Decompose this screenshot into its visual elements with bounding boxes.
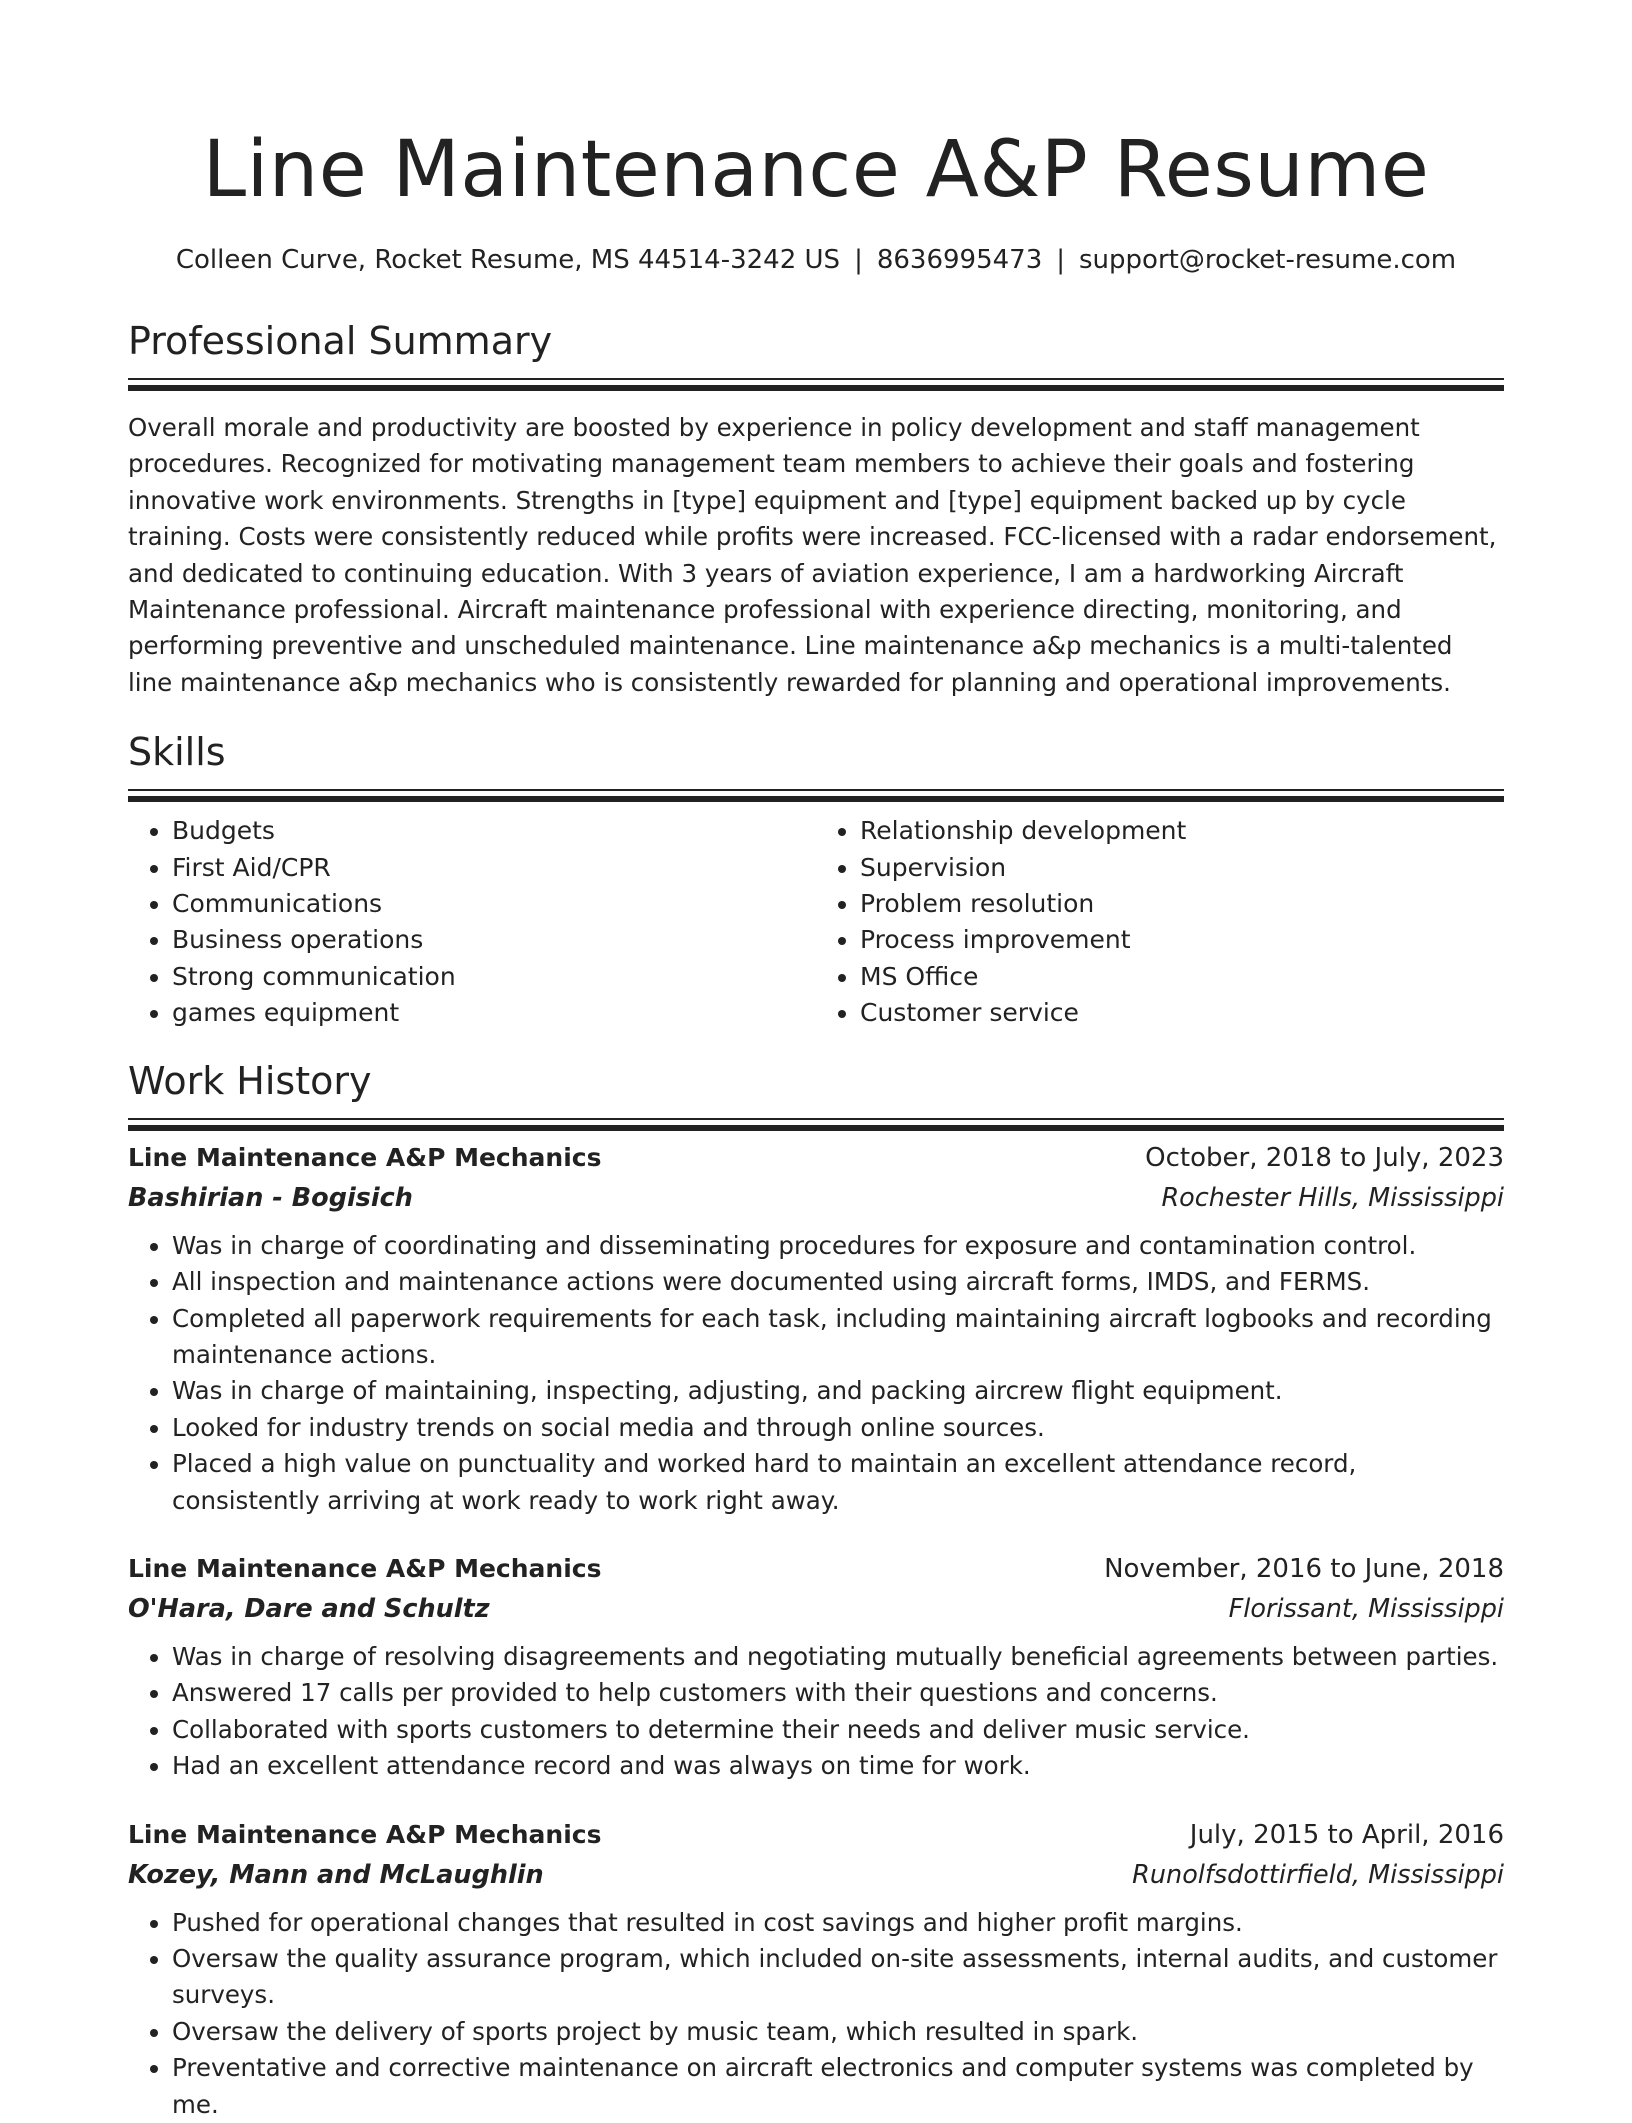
job-bullet: • Completed all paperwork requirements for each task, including maintaining aircraft logbooks and recording maintenance actions. [172, 1301, 1504, 1374]
job-bullets [128, 1639, 1504, 1785]
job-location: Rochester Hills, Mississippi [1161, 1182, 1504, 1213]
job-bullet: • All inspection and maintenance actions were documented using aircraft forms, IMDS, and FERMS. [172, 1264, 1504, 1300]
job-dates: November, 2016 to June, 2018 [1104, 1553, 1504, 1584]
skill-item: • Budgets [172, 813, 816, 849]
job-company: Kozey, Mann and McLaughlin [128, 1859, 544, 1890]
skill-item: • Relationship development [860, 813, 1504, 849]
summary-section [128, 316, 1504, 701]
skill-item: • Problem resolution [860, 886, 1504, 922]
work-history-section [128, 1056, 1504, 2123]
skill-item: • Communications [172, 886, 816, 922]
job-dates: July, 2015 to April, 2016 [1189, 1819, 1504, 1850]
skill-item: • First Aid/CPR [172, 850, 816, 886]
job-entry [128, 1138, 1504, 1519]
job-bullet: • Looked for industry trends on social media and through online sources. [172, 1410, 1504, 1446]
skill-item: • Process improvement [860, 922, 1504, 958]
job-bullet: • Placed a high value on punctuality and worked hard to maintain an excellent attendance record, consistently arriving at work ready to work right away. [172, 1446, 1504, 1519]
job-title: Line Maintenance A&P Mechanics [128, 1819, 602, 1849]
job-company: O'Hara, Dare and Schultz [128, 1593, 490, 1624]
skills-section [128, 727, 1504, 1031]
skill-item: • Supervision [860, 850, 1504, 886]
section-divider [128, 1118, 1504, 1120]
job-bullet: • Was in charge of resolving disagreements and negotiating mutually beneficial agreements between parties. [172, 1639, 1504, 1675]
section-divider [128, 378, 1504, 380]
job-entry [128, 1549, 1504, 1785]
skills-list [128, 813, 1504, 1031]
job-bullet: • Answered 17 calls per provided to help customers with their questions and concerns. [172, 1675, 1504, 1711]
skills-column-right [816, 813, 1504, 1031]
skills-column-left [128, 813, 816, 1031]
job-location: Runolfsdottirfield, Mississippi [1132, 1859, 1504, 1890]
contact-address: Colleen Curve, Rocket Resume, MS 44514-3242 US [175, 245, 841, 275]
job-bullet: • Was in charge of maintaining, inspecting, adjusting, and packing aircrew flight equipment. [172, 1373, 1504, 1409]
contact-separator: | [1056, 245, 1066, 275]
job-bullet: • Collaborated with sports customers to determine their needs and deliver music service. [172, 1712, 1504, 1748]
section-heading-work-history: Work History [128, 1058, 372, 1103]
job-company: Bashirian - Bogisich [128, 1182, 413, 1213]
job-dates: October, 2018 to July, 2023 [1145, 1142, 1504, 1173]
job-bullet: • Had an excellent attendance record and was always on time for work. [172, 1748, 1504, 1784]
section-heading-skills: Skills [128, 730, 226, 775]
job-entry [128, 1815, 1504, 2123]
job-title: Line Maintenance A&P Mechanics [128, 1142, 602, 1172]
contact-email: support@rocket-resume.com [1079, 245, 1457, 275]
job-bullet: • Oversaw the delivery of sports project by music team, which resulted in spark. [172, 2014, 1504, 2050]
job-location: Florissant, Mississippi [1228, 1593, 1504, 1624]
skill-item: • Strong communication [172, 959, 816, 995]
job-bullet: • Oversaw the quality assurance program, which included on-site assessments, internal audits, and customer surveys. [172, 1941, 1504, 2014]
skill-item: • MS Office [860, 959, 1504, 995]
job-bullet: • Was in charge of coordinating and disseminating procedures for exposure and contamination control. [172, 1228, 1504, 1264]
section-divider [128, 789, 1504, 791]
job-bullet: • Pushed for operational changes that resulted in cost savings and higher profit margins. [172, 1905, 1504, 1941]
job-title: Line Maintenance A&P Mechanics [128, 1553, 602, 1583]
resume-title: Line Maintenance A&P Resume [202, 125, 1430, 215]
contact-phone: 8636995473 [876, 245, 1043, 275]
section-heading-summary: Professional Summary [128, 319, 553, 363]
skill-item: • Customer service [860, 995, 1504, 1031]
summary-text: Overall morale and productivity are boosted by experience in policy development and staff management procedures. Recognized for motivating management team members to achieve their goals and fostering innovative work environments. Strengths in [type] equipment and [type] equipment backed up by cycle training. Costs were consistently reduced while profits were increased. FCC-licensed with a radar endorsement, and dedicated to continuing education. With 3 years of aviation experience, I am a hardworking Aircraft Maintenance professional. Aircraft maintenance professional with experience directing, monitoring, and performing preventive and unscheduled maintenance. Line maintenance a&p mechanics is a multi-talented line maintenance a&p mechanics who is consistently rewarded for planning and operational improvements. [128, 413, 1497, 697]
skill-item: • Business operations [172, 922, 816, 958]
job-bullets [128, 1228, 1504, 1519]
job-bullet: • Preventative and corrective maintenance on aircraft electronics and computer systems was completed by me. [172, 2050, 1504, 2123]
contact-line [128, 242, 1504, 278]
job-bullets [128, 1905, 1504, 2123]
skill-item: • games equipment [172, 995, 816, 1031]
contact-separator: | [854, 245, 863, 275]
